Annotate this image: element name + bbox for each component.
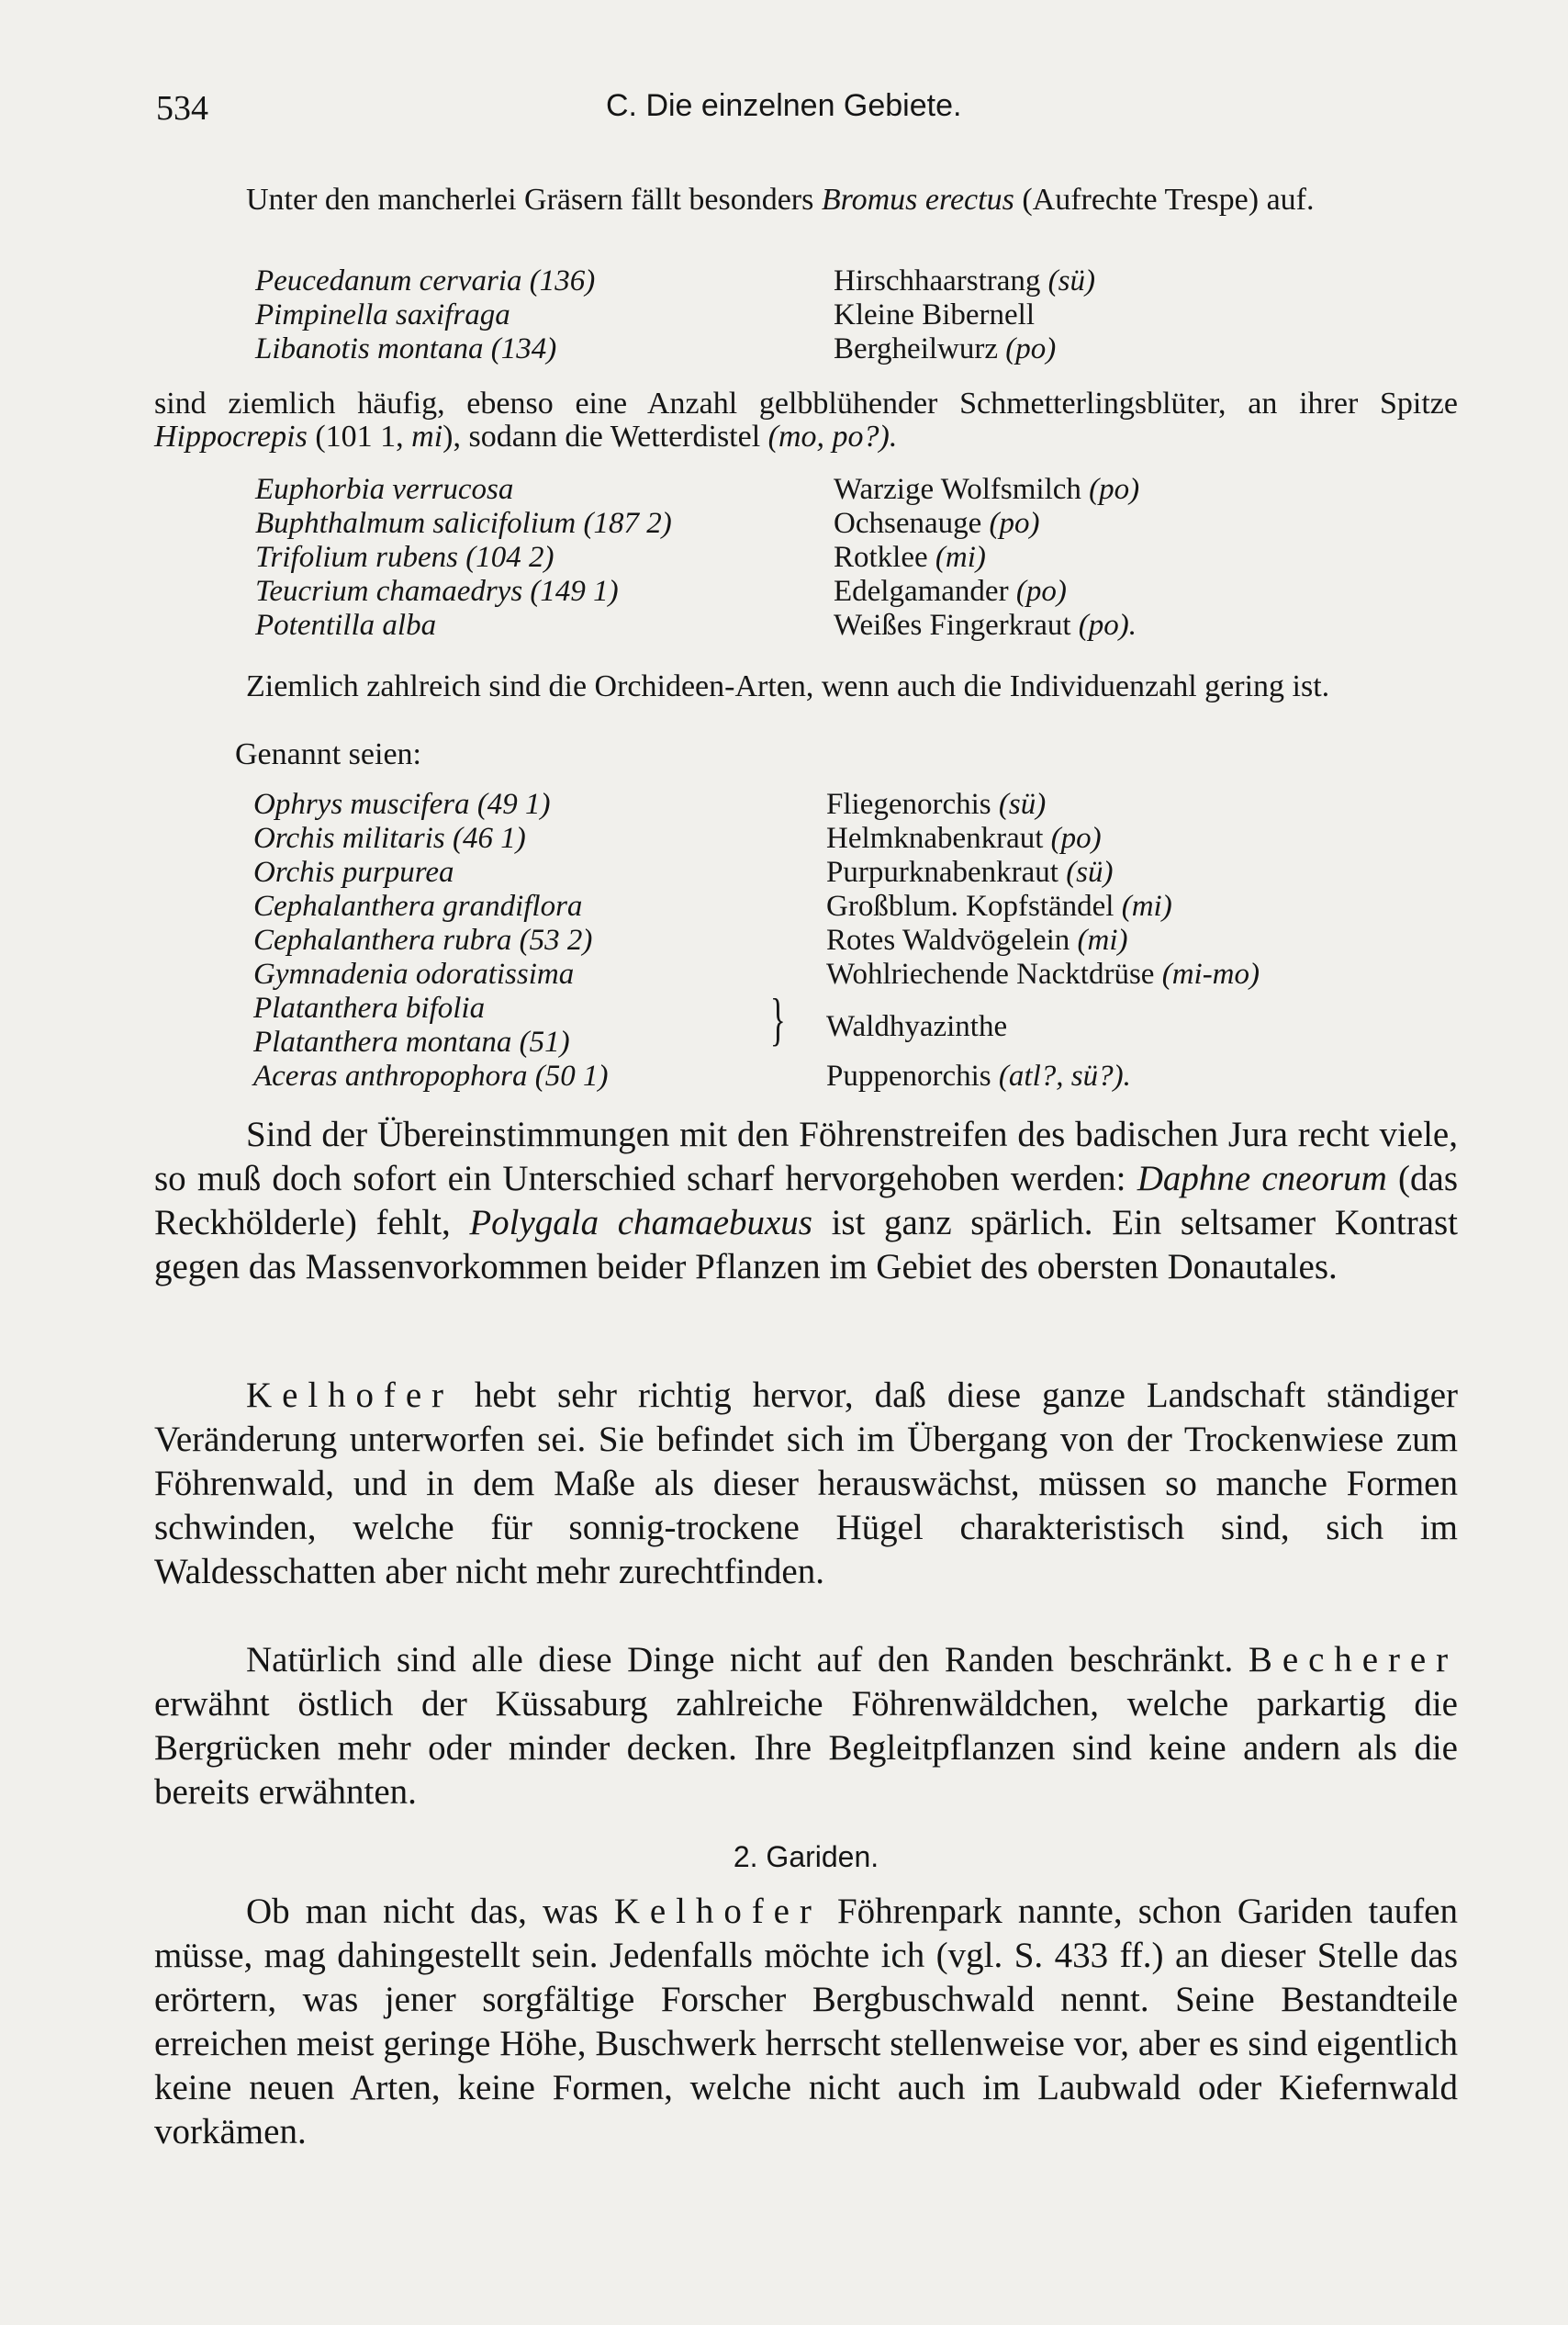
author-name: Becherer xyxy=(1248,1640,1458,1679)
text: ist ganz spärlich. Ein seltsamer Kontrast gegen das Massenvorkommen beider Pflanzen im Gebiet des obersten Donautales. xyxy=(154,1203,1459,1286)
ref-number: (51) xyxy=(511,1026,570,1059)
region-note: (sü) xyxy=(1040,264,1095,298)
region-note: mi xyxy=(411,420,443,454)
list-item xyxy=(253,788,1465,822)
german-name: Rotes Waldvögelein xyxy=(826,924,1070,957)
paragraph-gariden xyxy=(154,1890,1458,2154)
german-name: Wohlriechende Nacktdrüse xyxy=(826,958,1155,991)
list-item xyxy=(253,958,1465,992)
text: Ob man nicht das, was xyxy=(246,1892,614,1931)
list-item xyxy=(255,609,1467,643)
region-note: (mo, po?). xyxy=(767,420,898,454)
section-heading: 2. Gariden. xyxy=(733,1840,879,1873)
text: Föhrenpark nannte, schon Gariden taufen müsse, mag dahingestellt sein. Jedenfalls möchte ich (vgl. S. 433 ff.) an dieser Stelle das erörtern, was jener sorgfältige Forscher Bergbuschwald nennt. Seine Bestandteile erreichen meist geringe Höhe, Buschwerk herrscht stellenweise vor, aber es sind eigentlich keine neuen Arten, keine Formen, welche nicht auch im Laubwald oder Kiefernwald vorkämen. xyxy=(154,1892,1458,2151)
german-name: Großblum. Kopfständel xyxy=(826,890,1114,923)
german-name: Hirschhaarstrang xyxy=(834,264,1041,298)
ref-number: (136) xyxy=(521,264,596,298)
species-name: Hippocrepis xyxy=(154,420,308,454)
text: (Aufrechte Trespe) auf. xyxy=(1014,183,1315,217)
region-note: (atl?, sü?). xyxy=(991,1060,1131,1093)
ref-number: (134) xyxy=(483,332,557,365)
species-name: Polygala chamaebuxus xyxy=(469,1203,812,1242)
latin-name: Ophrys muscifera xyxy=(253,788,470,821)
region-note: (sü) xyxy=(991,788,1047,821)
species-list-1 xyxy=(255,264,1467,366)
text: hebt sehr richtig hervor, daß diese ganze Landschaft ständiger Veränderung unterworfen sei. Sie befindet sich im Übergang von der Trockenwiese zum Föhrenwald, und in dem Maße als dieser herauswächst, müssen so manche Formen schwinden, welche für sonnig-trockene Hügel charakteristisch sind, sich im Waldesschatten aber nicht mehr zurechtfinden. xyxy=(154,1376,1458,1591)
german-name: Edelgamander xyxy=(834,575,1009,608)
list-item xyxy=(255,473,1467,507)
orchid-list xyxy=(253,788,1465,1094)
german-name: Waldhyazinthe xyxy=(826,1010,1008,1043)
list-item xyxy=(255,264,1467,298)
latin-name: Euphorbia verrucosa xyxy=(255,473,514,506)
running-title: C. Die einzelnen Gebiete. xyxy=(606,88,962,123)
page-number: 534 xyxy=(156,89,208,128)
german-name: Puppenorchis xyxy=(826,1060,991,1093)
paragraph-named: Genannt seien: xyxy=(235,737,421,771)
region-note: (po). xyxy=(1070,609,1137,642)
species-name: Bromus erectus xyxy=(821,183,1014,217)
paragraph-becherer xyxy=(154,1638,1458,1814)
latin-name: Platanthera montana xyxy=(253,1026,512,1059)
text: Sind der Übereinstimmungen mit den Föhrenstreifen des badischen Jura recht viele, so muß doch sofort ein Unterschied scharf hervorgehoben werden: xyxy=(154,1115,1458,1198)
region-note: (mi) xyxy=(1114,890,1172,923)
ref-number: (49 1) xyxy=(469,788,551,821)
latin-name: Buphthalmum salicifolium xyxy=(255,507,577,540)
region-note: (po) xyxy=(1043,822,1102,855)
list-item xyxy=(255,575,1467,609)
latin-name: Platanthera bifolia xyxy=(253,992,486,1025)
ref-number: (187 2) xyxy=(576,507,672,540)
ref-number: (50 1) xyxy=(527,1060,609,1093)
list-item xyxy=(253,856,1465,890)
german-name: Fliegenorchis xyxy=(826,788,991,821)
page-header xyxy=(156,88,1460,143)
german-name: Weißes Fingerkraut xyxy=(834,609,1071,642)
region-note: (mi) xyxy=(1070,924,1128,957)
ref-number: (46 1) xyxy=(444,822,526,855)
german-name: Rotklee xyxy=(834,541,928,574)
region-note: (mi-mo) xyxy=(1154,958,1260,991)
region-note: (mi) xyxy=(927,541,986,574)
text: Unter den mancherlei Gräsern fällt besonders xyxy=(246,183,822,217)
latin-name: Cephalanthera grandiflora xyxy=(253,890,583,923)
latin-name: Cephalanthera rubra xyxy=(253,924,512,957)
latin-name: Orchis purpurea xyxy=(253,856,454,889)
region-note: (po) xyxy=(998,332,1057,365)
german-name: Kleine Bibernell xyxy=(834,298,1036,331)
latin-name: Pimpinella saxifraga xyxy=(255,298,510,331)
latin-name: Orchis militaris xyxy=(253,822,445,855)
paragraph-orchids: Ziemlich zahlreich sind die Orchideen-Arten, wenn auch die Individuenzahl gering ist. xyxy=(246,669,1330,703)
latin-name: Libanotis montana xyxy=(255,332,484,365)
paragraph-comparison xyxy=(154,1113,1458,1289)
german-name: Warzige Wolfsmilch xyxy=(834,473,1081,506)
latin-name: Gymnadenia odoratissima xyxy=(253,958,575,991)
text: (das Reckhölderle) fehlt, xyxy=(154,1159,1459,1242)
paragraph-kelhofer xyxy=(154,1374,1458,1594)
region-note: (po) xyxy=(1081,473,1140,506)
author-name: Kelhofer xyxy=(246,1376,454,1415)
text: sind ziemlich häufig, ebenso eine Anzahl gelbblühender Schmetterlingsblüter, an ihrer Spitze xyxy=(154,387,1458,421)
latin-name: Aceras anthropophora xyxy=(253,1060,528,1093)
list-item xyxy=(255,332,1467,366)
german-name: Helmknabenkraut xyxy=(826,822,1044,855)
paragraph-butterfly-flowers xyxy=(154,388,1458,454)
region-note: (po) xyxy=(981,507,1040,540)
ref-number: (104 2) xyxy=(457,541,554,574)
species-name: Daphne cneorum xyxy=(1137,1159,1387,1198)
ref-number: (149 1) xyxy=(522,575,619,608)
list-item xyxy=(253,890,1465,924)
latin-name: Peucedanum cervaria xyxy=(255,264,522,298)
list-item xyxy=(255,541,1467,575)
latin-name: Potentilla alba xyxy=(255,609,437,642)
list-item xyxy=(253,924,1465,958)
list-item xyxy=(253,1060,1465,1094)
german-name: Ochsenauge xyxy=(834,507,982,540)
region-note: (sü) xyxy=(1058,856,1114,889)
ref-number: (53 2) xyxy=(511,924,593,957)
region-note: (po) xyxy=(1008,575,1067,608)
german-name: Bergheilwurz xyxy=(834,332,999,365)
latin-name: Trifolium rubens xyxy=(255,541,458,574)
text: ), sodann die Wetterdistel xyxy=(442,420,768,454)
author-name: Kelhofer xyxy=(613,1892,822,1931)
text: Natürlich sind alle diese Dinge nicht auf den Randen beschränkt. xyxy=(246,1640,1249,1679)
list-item xyxy=(255,507,1467,541)
text: (101 1, xyxy=(307,420,412,454)
latin-name: Teucrium chamaedrys xyxy=(255,575,523,608)
paragraph-grasses xyxy=(154,184,1458,217)
species-list-2 xyxy=(255,473,1467,643)
brace-symbol: } xyxy=(769,986,786,1051)
text: erwähnt östlich der Küssaburg zahlreiche Föhrenwäldchen, welche parkartig die Bergrücken mehr oder minder decken. Ihre Begleitpflanzen sind keine andern als die bereits erwähnten. xyxy=(154,1684,1458,1812)
list-item xyxy=(255,298,1467,332)
german-name: Purpurknabenkraut xyxy=(826,856,1058,889)
list-item xyxy=(253,822,1465,856)
